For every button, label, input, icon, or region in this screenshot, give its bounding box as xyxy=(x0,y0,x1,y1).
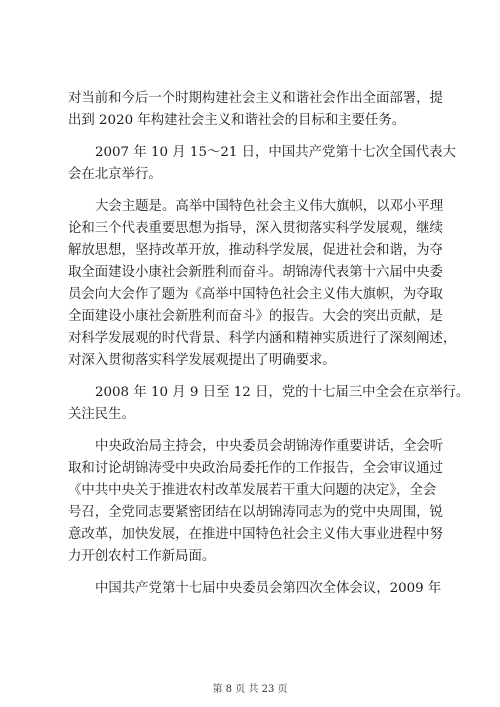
paragraph-6 xyxy=(68,578,442,600)
text-line: 2008 年 10 月 9 日至 12 日，党的十七届三中全会在京举行。 xyxy=(95,385,470,400)
text-line: 号召，全党同志要紧密团结在以胡锦涛同志为的党中央周围，锐 xyxy=(68,505,443,520)
text-line: 对当前和今后一个时期构建社会主义和谐社会作出全面部署，提 xyxy=(68,91,443,106)
text-line: 论和三个代表重要思想为指导，深入贯彻落实科学发展观，继续 xyxy=(68,221,443,236)
text-line: 中国共产党第十七届中央委员会第四次全体会议，2009 年 xyxy=(95,581,442,596)
text-line: 中央政治局主持会，中央委员会胡锦涛作重要讲话，全会听 xyxy=(95,439,444,454)
text-line: 取全面建设小康社会新胜利而奋斗。胡锦涛代表第十六届中央委 xyxy=(68,265,443,280)
paragraph-5 xyxy=(68,436,444,568)
text-line: 员会向大会作了题为《高举中国特色社会主义伟大旗帜，为夺取 xyxy=(68,287,443,302)
paragraph-4 xyxy=(68,382,470,426)
text-line: 大会主题是。高举中国特色社会主义伟大旗帜，以邓小平理 xyxy=(95,199,444,214)
text-line: 《中共中央关于推进农村改革发展若干重大问题的决定》，全会 xyxy=(68,483,437,498)
text-line: 取和讨论胡锦涛受中央政治局委托作的工作报告，全会审议通过 xyxy=(68,461,443,476)
text-line: 全面建设小康社会新胜利而奋斗》的报告。大会的突出贡献，是 xyxy=(68,309,443,324)
paragraph-2 xyxy=(68,142,456,186)
text-line: 解放思想，坚持改革开放，推动科学发展，促进社会和谐，为夺 xyxy=(68,243,443,258)
text-line: 对科学发展观的时代背景、科学内涵和精神实质进行了深刻阐述， xyxy=(68,331,457,346)
text-line: 会在北京举行。 xyxy=(68,167,162,182)
paragraph-1 xyxy=(68,88,443,132)
paragraph-3 xyxy=(68,196,457,372)
body-text xyxy=(68,88,470,610)
text-line: 出到 2020 年构建社会主义和谐社会的目标和主要任务。 xyxy=(68,113,406,128)
text-line: 对深入贯彻落实科学发展观提出了明确要求。 xyxy=(68,353,336,368)
page-footer: 第 8 页 共 23 页 xyxy=(212,684,288,695)
text-line: 意改革，加快发展，在推进中国特色社会主义伟大事业进程中努 xyxy=(68,527,443,542)
text-line: 力开创农村工作新局面。 xyxy=(68,549,216,564)
text-line: 2007 年 10 月 15～21 日，中国共产党第十七次全国代表大 xyxy=(95,145,456,160)
text-line: 关注民生。 xyxy=(68,407,135,422)
